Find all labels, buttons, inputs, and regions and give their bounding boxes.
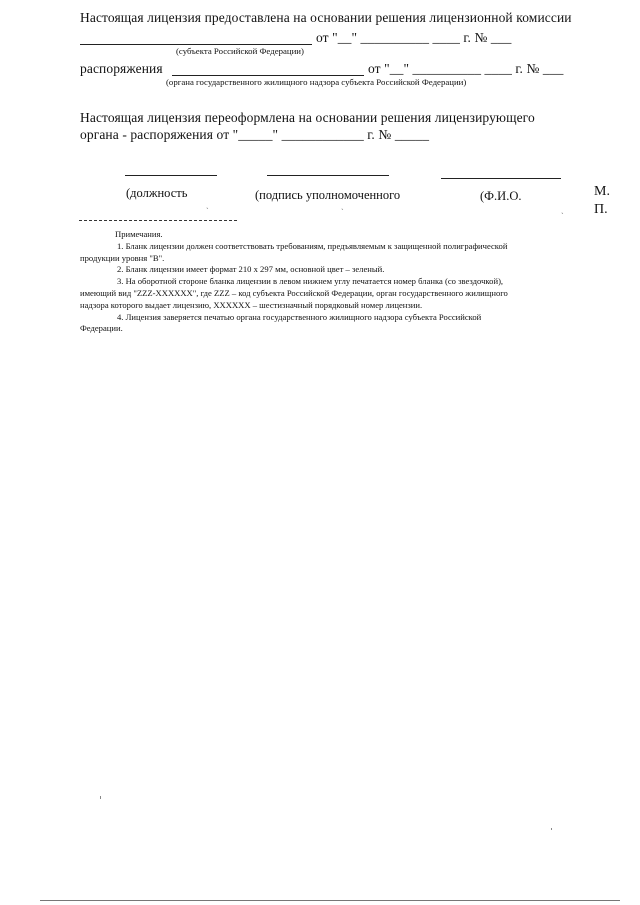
- fill-line-name[interactable]: [441, 178, 561, 179]
- note-4-line-1: 4. Лицензия заверяется печатью органа государственного жилищного надзора субъекта Российской: [117, 311, 482, 322]
- caption-supervision-body: (органа государственного жилищного надзора субъекта Российской Федерации): [166, 77, 467, 87]
- stamp-mark-m: М.: [594, 184, 610, 199]
- note-4-line-2: Федерации.: [80, 323, 123, 334]
- scan-edge-line: [40, 900, 620, 901]
- fill-line-position[interactable]: [125, 175, 217, 176]
- caption-subject-rf: (субъекта Российской Федерации): [176, 46, 304, 56]
- reissue-line-1: Настоящая лицензия переоформлена на основании решения лицензирующего: [80, 110, 535, 125]
- basis-line-3-date-number: от "__" __________ ____ г. № ___: [368, 61, 564, 76]
- label-signature: (подпись уполномоченного: [255, 188, 401, 202]
- reissue-line-2: органа - распоряжения от "_____" ____________ г. № _____: [80, 127, 430, 142]
- note-3-line-1: 3. На оборотной стороне бланка лицензии в левом нижнем углу печатается номер бланка (со звездочкой),: [117, 276, 504, 287]
- basis-line-2-date-number: от "__" __________ ____ г. № ___: [316, 30, 512, 45]
- note-2: 2. Бланк лицензии имеет формат 210 x 297 мм, основной цвет – зеленый.: [117, 264, 385, 275]
- stamp-mark-p: П.: [594, 202, 608, 217]
- notes-heading: Примечания.: [115, 229, 163, 239]
- note-3-line-3: надзора которого выдает лицензию, XXXXXX – шестизначный порядковый номер лицензии.: [80, 299, 423, 310]
- label-name: (Ф.И.О.: [480, 189, 522, 203]
- note-1-line-2: продукции уровня "В".: [80, 252, 165, 263]
- note-3-line-2: имеющий вид "ZZZ-XXXXXX", где ZZZ – код субъекта Российской Федерации, орган государственного жилищного: [80, 287, 508, 298]
- order-label: распоряжения: [80, 61, 163, 76]
- label-position: (должность: [126, 186, 188, 200]
- note-1-line-1: 1. Бланк лицензии должен соответствовать требованиям, предъявляемым к защищенной полиграфической: [117, 240, 508, 251]
- notes-block: [80, 229, 620, 335]
- fill-line-signature[interactable]: [267, 175, 389, 176]
- footnote-separator: [79, 220, 237, 221]
- basis-line-1: Настоящая лицензия предоставлена на основании решения лицензионной комиссии: [80, 10, 572, 25]
- fill-line-order[interactable]: [172, 75, 364, 76]
- fill-line-commission[interactable]: [80, 44, 312, 45]
